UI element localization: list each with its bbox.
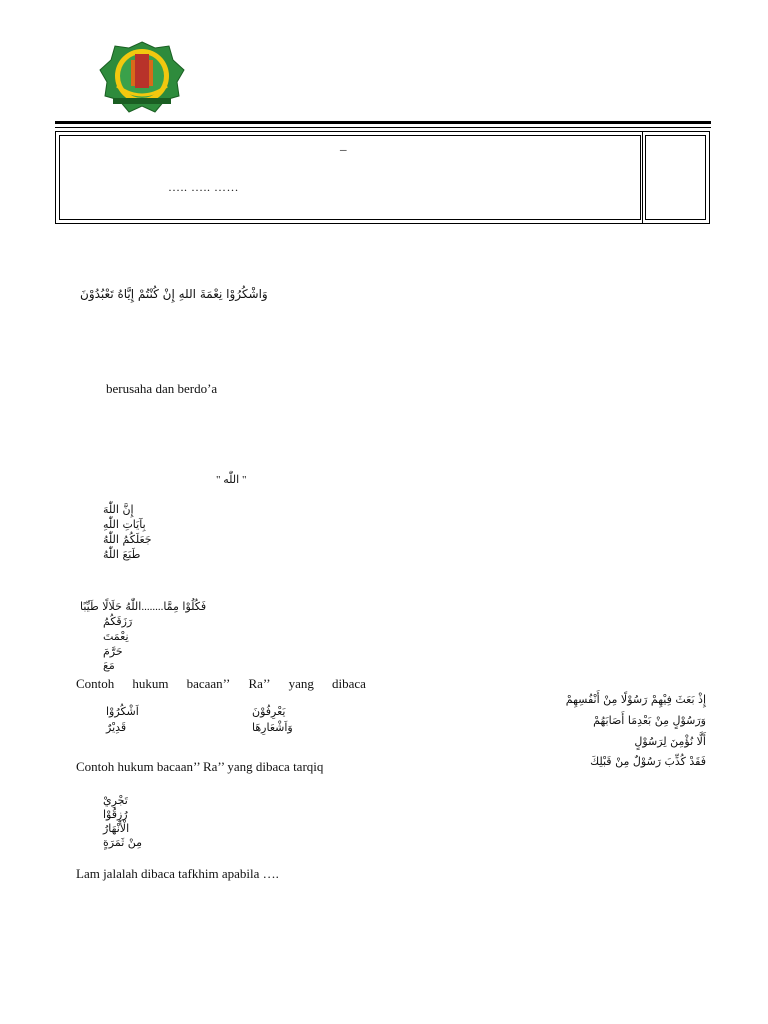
- header-dash: _: [340, 137, 347, 152]
- school-logo: [99, 40, 185, 114]
- list3-item: مِنْ ثَمَرَةٍ: [103, 836, 143, 849]
- list3-item: تَجْرِيْ: [103, 794, 128, 807]
- side-verse: أَلَّا نُؤْمِنَ لِرَسُوْلٍ: [634, 735, 706, 748]
- fill-line-right: فَكُلُوْا مِمَّا: [163, 600, 207, 613]
- word: hukum: [132, 676, 169, 691]
- header-info-box: [59, 135, 641, 220]
- list1-item: بِآيَاتِ اللّٰهِ: [103, 518, 146, 531]
- list3-item: الْأَنْهَارُ: [103, 822, 130, 835]
- pair-left: اَشْكُرُوْا: [106, 705, 139, 718]
- quran-verse: وَاشْكُرُوْا نِعْمَةَ اللهِ إِنْ كُنْتُمْ إِيَّاهُ تَعْبُدُوْنَ: [80, 287, 268, 301]
- word: dibaca: [332, 676, 366, 691]
- pair-right: يَعْرِفُوْنَ: [252, 705, 286, 718]
- list1-item: جَعَلَكُمُ اللّٰهُ: [103, 533, 152, 546]
- contoh-tafkhim-heading: [76, 676, 366, 692]
- list1-item: إِنَّ اللّٰهَ: [103, 503, 134, 516]
- side-verse: فَقَدْ كُذِّبَ رَسُوْلٌ مِنْ قَبْلِكَ: [590, 755, 706, 768]
- lam-jalalah-line: Lam jalalah dibaca tafkhim apabila ….: [76, 866, 279, 881]
- fill-line-left: اللّٰهُ حَلَالًا طَيِّبًا: [80, 600, 142, 613]
- word: bacaan’’: [186, 676, 231, 691]
- header-box-divider: [642, 131, 643, 224]
- word: Ra’’: [248, 676, 271, 691]
- list2-item: حَرَّمَ: [103, 645, 123, 658]
- header-score-box: [645, 135, 706, 220]
- side-verse: إِذْ بَعَثَ فِيْهِمْ رَسُوْلًا مِنْ أَنْفُسِهِمْ: [565, 693, 706, 706]
- header-rule-thin: [55, 127, 711, 128]
- pair-right: وَاَشْعَارِهَا: [252, 721, 293, 734]
- fill-line-dots: ........: [141, 601, 164, 613]
- word: yang: [288, 676, 314, 691]
- list2-item: مَعَ: [103, 659, 115, 672]
- side-verse: وَرَسُوْلٍ مِنْ بَعْدِمَا أَصَابَهُمْ: [593, 714, 706, 727]
- header-rule-thick: [55, 121, 711, 124]
- contoh-tarqiq-heading: Contoh hukum bacaan’’ Ra’’ yang dibaca tarqiq: [76, 759, 324, 774]
- list2-item: رَزَقَكُمُ: [103, 615, 133, 628]
- paragraph-berusaha: berusaha dan berdo’a: [106, 381, 218, 396]
- list2-item: نِعْمَتَ: [103, 630, 129, 643]
- list1-item: طَبَعَ اللّٰهُ: [103, 548, 141, 561]
- header-dots: ….. ….. ……: [168, 180, 239, 194]
- fill-line: [80, 600, 215, 613]
- pair-left: قَدِيْرٌ: [106, 721, 127, 734]
- list3-item: رُزِقُوْا: [103, 808, 128, 821]
- allah-heading: " اللّٰه ": [216, 474, 247, 486]
- word: Contoh: [76, 676, 115, 691]
